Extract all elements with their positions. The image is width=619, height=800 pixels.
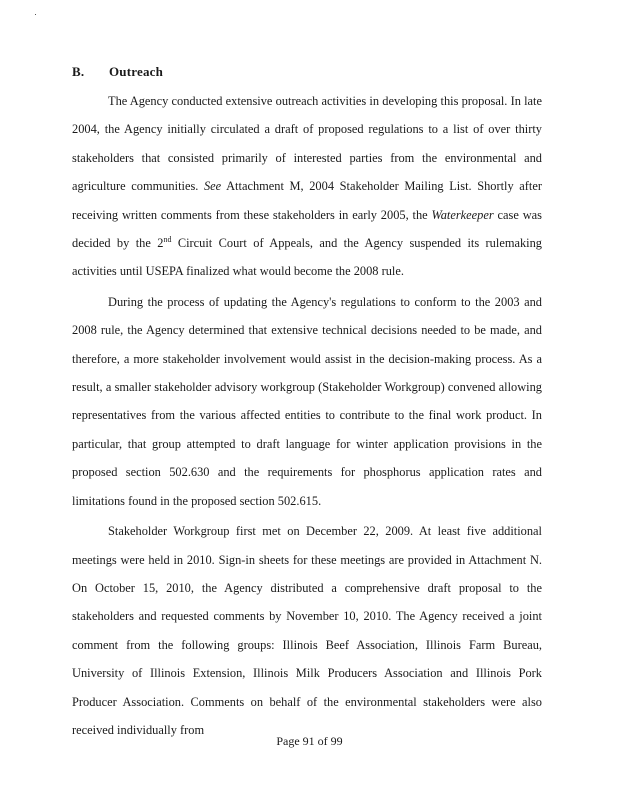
paragraph-1-text-a: The Agency conducted extensive outreach activities in developing this proposal. In late 2004, the Agency initially circulated a draft of proposed regulations to a list of over thirty stakeholders that consisted primarily of interested parties from the environmental and agriculture communities. xyxy=(72,94,542,194)
body-text xyxy=(72,87,542,744)
see-signal: See xyxy=(203,179,222,194)
paragraph-2: During the process of updating the Agency's regulations to conform to the 2003 and 2008 rule, the Agency determined that extensive technical decisions needed to be made, and therefore, a more stakeholder involvement would assist in the decision-making process. As a result, a smaller stakeholder advisory workgroup (Stakeholder Workgroup) convened allowing representatives from the various affected entities to contribute to the final work product. In particular, that group attempted to draft language for winter application provisions in the proposed section 502.630 and the requirements for phosphorus application rates and limitations found in the proposed section 502.615. xyxy=(72,294,542,508)
paragraph-1-text-d: Circuit Court of Appeals, and the Agency suspended its rulemaking activities until USEPA finalized what would become the 2008 rule. xyxy=(72,236,542,279)
ordinal-superscript: nd xyxy=(163,234,172,244)
section-letter: B. xyxy=(72,64,85,79)
paragraph-1 xyxy=(72,87,542,286)
scan-speck xyxy=(35,14,36,15)
case-name: Waterkeeper xyxy=(431,207,494,222)
section-title: Outreach xyxy=(109,64,164,79)
paragraph-1-text-b: Attachment M, 2004 Stakeholder Mailing List. Shortly after receiving written comments from these stakeholders in early 2005, the xyxy=(72,179,542,222)
paragraph-1-text-c: case was decided by the 2 xyxy=(72,207,542,251)
section-heading xyxy=(72,64,163,80)
paragraph-3: Stakeholder Workgroup first met on December 22, 2009. At least five additional meetings were held in 2010. Sign-in sheets for these meetings are provided in Attachment N. On October 15, 2010, the Agency distributed a comprehensive draft proposal to the stakeholders and requested comments by November 10, 2010. The Agency received a joint comment from the following groups: Illinois Beef Association, Illinois Farm Bureau, University of Illinois Extension, Illinois Milk Producers Association and Illinois Pork Producer Association. Comments on behalf of the environmental stakeholders were also received individually from xyxy=(72,524,542,737)
page-number: Page 91 of 99 xyxy=(276,734,343,748)
